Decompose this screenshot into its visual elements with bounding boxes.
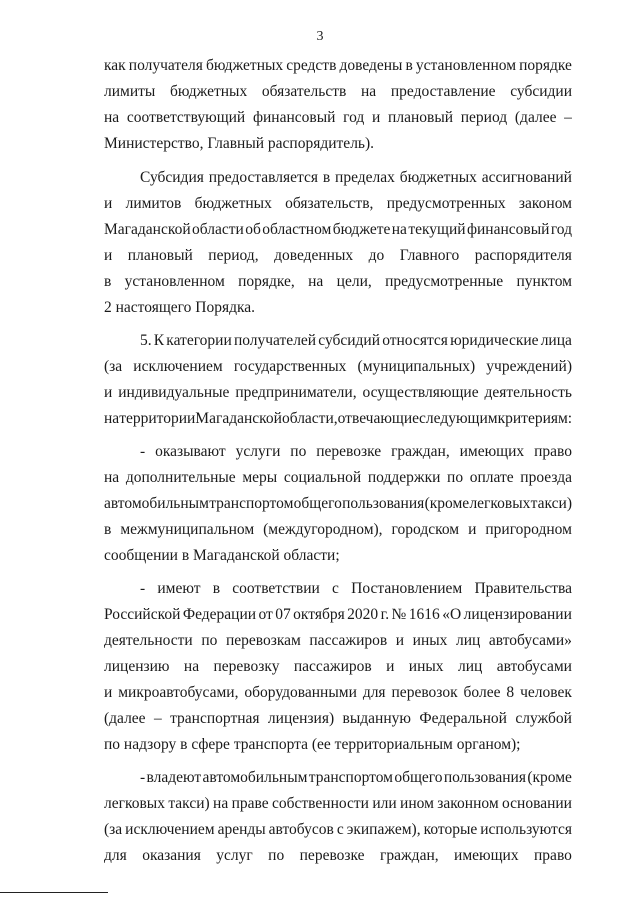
text-line: [104, 382, 572, 404]
word: межмуниципальном: [120, 521, 255, 538]
word: ассигнований: [481, 169, 572, 186]
word: 1616: [408, 606, 440, 623]
word: как: [104, 57, 126, 74]
word: основании: [502, 795, 572, 812]
word: государственных: [233, 358, 347, 375]
word: установленном: [124, 273, 225, 290]
word: деятельность: [484, 384, 572, 401]
word: перевозкам: [225, 632, 301, 649]
word: транспортом: [308, 769, 393, 786]
word: оплате: [469, 469, 514, 486]
word: в: [322, 169, 331, 186]
word: на: [361, 83, 377, 100]
word: «О: [442, 606, 462, 623]
word: автобусов: [268, 821, 334, 838]
word: меры: [242, 469, 278, 486]
word: лиц: [457, 658, 483, 675]
text-line: Министерство, Главный распорядитель).: [104, 135, 375, 152]
word: дополнительные: [125, 469, 236, 486]
word: исключением: [133, 358, 223, 375]
word: Правительства: [474, 580, 572, 597]
word: субсидии: [510, 83, 572, 100]
word: юридические: [450, 332, 539, 349]
word: используются: [480, 821, 572, 838]
text-line: [140, 167, 572, 189]
word: автомобильным: [104, 495, 209, 512]
word: предоставление: [390, 83, 496, 100]
word: цели,: [336, 273, 372, 290]
word: (за: [104, 821, 123, 838]
word: лицензию: [104, 658, 170, 675]
word: категории: [166, 332, 232, 349]
word: средств: [286, 57, 337, 74]
word: социальной: [283, 469, 362, 486]
word: автобусами: [496, 658, 572, 675]
word: относятся: [382, 332, 448, 349]
word: перевозку: [213, 658, 280, 675]
word: для: [104, 847, 127, 864]
word: об: [245, 221, 261, 238]
word: по: [268, 847, 285, 864]
word: предприниматели,: [235, 384, 357, 401]
text-line: [104, 708, 572, 730]
word: транспортом: [209, 495, 294, 512]
word: субсидий: [318, 332, 381, 349]
word: 8: [506, 684, 515, 701]
word: К: [153, 332, 165, 349]
word: услуг: [216, 847, 253, 864]
word: пределах: [335, 169, 395, 186]
word: которые: [423, 821, 478, 838]
word: и: [104, 384, 113, 401]
word: Магаданской: [195, 410, 282, 427]
word: городском: [391, 521, 460, 538]
page-number: 3: [316, 29, 324, 44]
word: перевозке: [316, 443, 382, 460]
word: или: [372, 795, 397, 812]
word: (кроме: [527, 769, 572, 786]
word: законом: [518, 195, 572, 212]
word: на: [104, 410, 120, 427]
word: лица: [540, 332, 572, 349]
text-line: [104, 604, 572, 626]
word: граждан,: [391, 443, 450, 460]
word: общего: [394, 769, 443, 786]
word: год: [343, 109, 365, 126]
word: октября: [293, 606, 345, 623]
word: установленном: [415, 57, 517, 74]
word: и: [104, 247, 113, 264]
word: г.: [380, 606, 390, 623]
word: бюджете: [332, 221, 391, 238]
word: порядке,: [238, 273, 295, 290]
word: на: [308, 273, 324, 290]
word: на: [213, 795, 229, 812]
text-line: [104, 682, 572, 704]
word: обязательств: [261, 83, 347, 100]
word: (далее: [514, 109, 557, 126]
word: (междугородном),: [263, 521, 383, 538]
word: и: [372, 109, 381, 126]
word: лиц: [456, 632, 481, 649]
word: Российской: [104, 606, 181, 623]
word: аренды: [217, 821, 266, 838]
text-line: [104, 219, 572, 241]
word: и: [386, 658, 395, 675]
word: на: [104, 469, 120, 486]
word: перевозок: [391, 684, 458, 701]
word: иных: [412, 632, 448, 649]
word: доведены: [339, 57, 403, 74]
word: по: [201, 632, 218, 649]
word: легковых: [104, 795, 165, 812]
word: –: [564, 109, 572, 126]
word: (кроме: [424, 495, 470, 512]
word: лимиты: [104, 83, 156, 100]
text-line: [140, 767, 572, 789]
word: Магаданской: [104, 221, 191, 238]
word: соответствии: [232, 580, 320, 597]
word: распорядителя: [474, 247, 572, 264]
word: службой: [515, 710, 572, 727]
word: 5.: [140, 332, 152, 349]
word: микроавтобусами,: [118, 684, 239, 701]
word: территории: [119, 410, 196, 427]
text-line: [104, 193, 572, 215]
word: осуществляющие: [362, 384, 479, 401]
text-line: [104, 467, 572, 489]
word: по: [290, 443, 307, 460]
word: (далее: [104, 710, 146, 727]
word: период: [460, 109, 508, 126]
word: Федеральной: [419, 710, 507, 727]
word: законном: [437, 795, 499, 812]
word: плановый: [388, 109, 454, 126]
word: получателей: [233, 332, 317, 349]
word: области,: [281, 410, 338, 427]
word: бюджетных: [194, 195, 272, 212]
word: и: [104, 195, 113, 212]
word: Субсидия: [140, 169, 204, 186]
word: текущий: [408, 221, 466, 238]
word: автомобильным: [202, 769, 308, 786]
word: пунктом: [516, 273, 572, 290]
word: услуги: [235, 443, 281, 460]
word: имеющих: [454, 847, 519, 864]
word: собственности: [272, 795, 369, 812]
word: (за: [104, 358, 123, 375]
word: право: [534, 847, 572, 864]
word: предусмотренные: [385, 273, 504, 290]
footnote-separator: [0, 892, 108, 893]
text-line: [104, 493, 572, 515]
word: более: [463, 684, 501, 701]
word: оказывают: [155, 443, 226, 460]
word: области: [192, 221, 244, 238]
word: ином: [400, 795, 434, 812]
word: бюджетных: [205, 57, 284, 74]
word: -: [140, 443, 146, 460]
word: финансовый: [466, 221, 550, 238]
word: граждан,: [379, 847, 439, 864]
word: год: [550, 221, 572, 238]
word: плановый: [127, 247, 193, 264]
word: -: [140, 580, 146, 597]
word: с: [336, 821, 344, 838]
text-line: [140, 441, 572, 463]
word: в: [405, 57, 413, 74]
text-line: сообщении в Магаданской области;: [104, 547, 340, 564]
text-line: [104, 245, 572, 267]
word: (муниципальных): [357, 358, 476, 375]
word: легковых: [469, 495, 531, 512]
word: Постановлением: [351, 580, 463, 597]
word: имеющих: [459, 443, 525, 460]
word: автобусами»: [488, 632, 572, 649]
text-line: [140, 578, 572, 600]
word: и: [468, 521, 477, 538]
word: финансовый: [252, 109, 336, 126]
word: Главного: [399, 247, 460, 264]
text-line: [104, 271, 572, 293]
word: для: [362, 684, 386, 701]
word: учреждений): [486, 358, 572, 375]
word: Федерации: [182, 606, 257, 623]
word: следующим: [419, 410, 498, 427]
word: в: [212, 580, 221, 597]
text-line: [104, 793, 572, 815]
word: владеют: [146, 769, 202, 786]
word: общего: [293, 495, 342, 512]
word: бюджетных: [399, 169, 477, 186]
word: бюджетных: [170, 83, 248, 100]
word: деятельности: [104, 632, 193, 649]
word: пассажиров: [293, 658, 372, 675]
text-line: [104, 107, 572, 129]
word: по: [447, 469, 464, 486]
word: на: [104, 109, 120, 126]
word: иных: [408, 658, 444, 675]
word: оборудованными: [244, 684, 357, 701]
word: такси): [168, 795, 210, 812]
word: поддержки: [367, 469, 441, 486]
text-line: по надзору в сфере транспорта (ее территориальным органом);: [104, 736, 521, 753]
word: доведенных: [274, 247, 354, 264]
text-line: [104, 55, 572, 77]
word: праве: [231, 795, 269, 812]
word: порядке: [519, 57, 572, 74]
text-line: [104, 519, 572, 541]
word: выданную: [342, 710, 411, 727]
word: предусмотренных: [386, 195, 506, 212]
text-line: [104, 819, 572, 841]
word: индивидуальные: [118, 384, 230, 401]
word: проезда: [520, 469, 572, 486]
text-line: [104, 630, 572, 652]
word: имеют: [157, 580, 201, 597]
word: с: [332, 580, 339, 597]
word: в: [104, 521, 112, 538]
word: пригородном: [485, 521, 572, 538]
text-line: 2 настоящего Порядка.: [104, 299, 256, 316]
text-line: [104, 356, 572, 378]
word: и: [104, 684, 113, 701]
word: от: [258, 606, 273, 623]
word: пользования: [342, 495, 425, 512]
word: обязательств,: [285, 195, 374, 212]
word: до: [368, 247, 385, 264]
word: исключением: [125, 821, 215, 838]
word: оказания: [142, 847, 201, 864]
word: экипажем),: [346, 821, 421, 838]
word: лимитов: [125, 195, 182, 212]
word: период,: [208, 247, 259, 264]
word: в: [104, 273, 112, 290]
word: и: [395, 632, 405, 649]
word: соответствующий: [126, 109, 246, 126]
word: такси): [530, 495, 572, 512]
word: пользования: [443, 769, 526, 786]
text-line: [104, 845, 572, 867]
word: на: [183, 658, 200, 675]
text-line: [104, 81, 572, 103]
word: право: [534, 443, 572, 460]
word: на: [391, 221, 407, 238]
word: получателя: [128, 57, 203, 74]
word: отвечающие: [337, 410, 420, 427]
word: 07: [275, 606, 291, 623]
word: лицензия): [267, 710, 335, 727]
word: –: [153, 710, 162, 727]
word: предоставляется: [208, 169, 319, 186]
text-line: [140, 330, 572, 352]
text-line: [104, 408, 572, 430]
word: человек: [520, 684, 572, 701]
word: критериям:: [497, 410, 573, 427]
word: лицензировании: [463, 606, 572, 623]
word: №: [391, 606, 407, 623]
text-line: [104, 656, 572, 678]
word: транспортная: [170, 710, 260, 727]
word: -: [140, 769, 146, 786]
word: областном: [262, 221, 332, 238]
word: перевозке: [299, 847, 365, 864]
word: 2020: [347, 606, 379, 623]
word: пассажиров: [309, 632, 388, 649]
